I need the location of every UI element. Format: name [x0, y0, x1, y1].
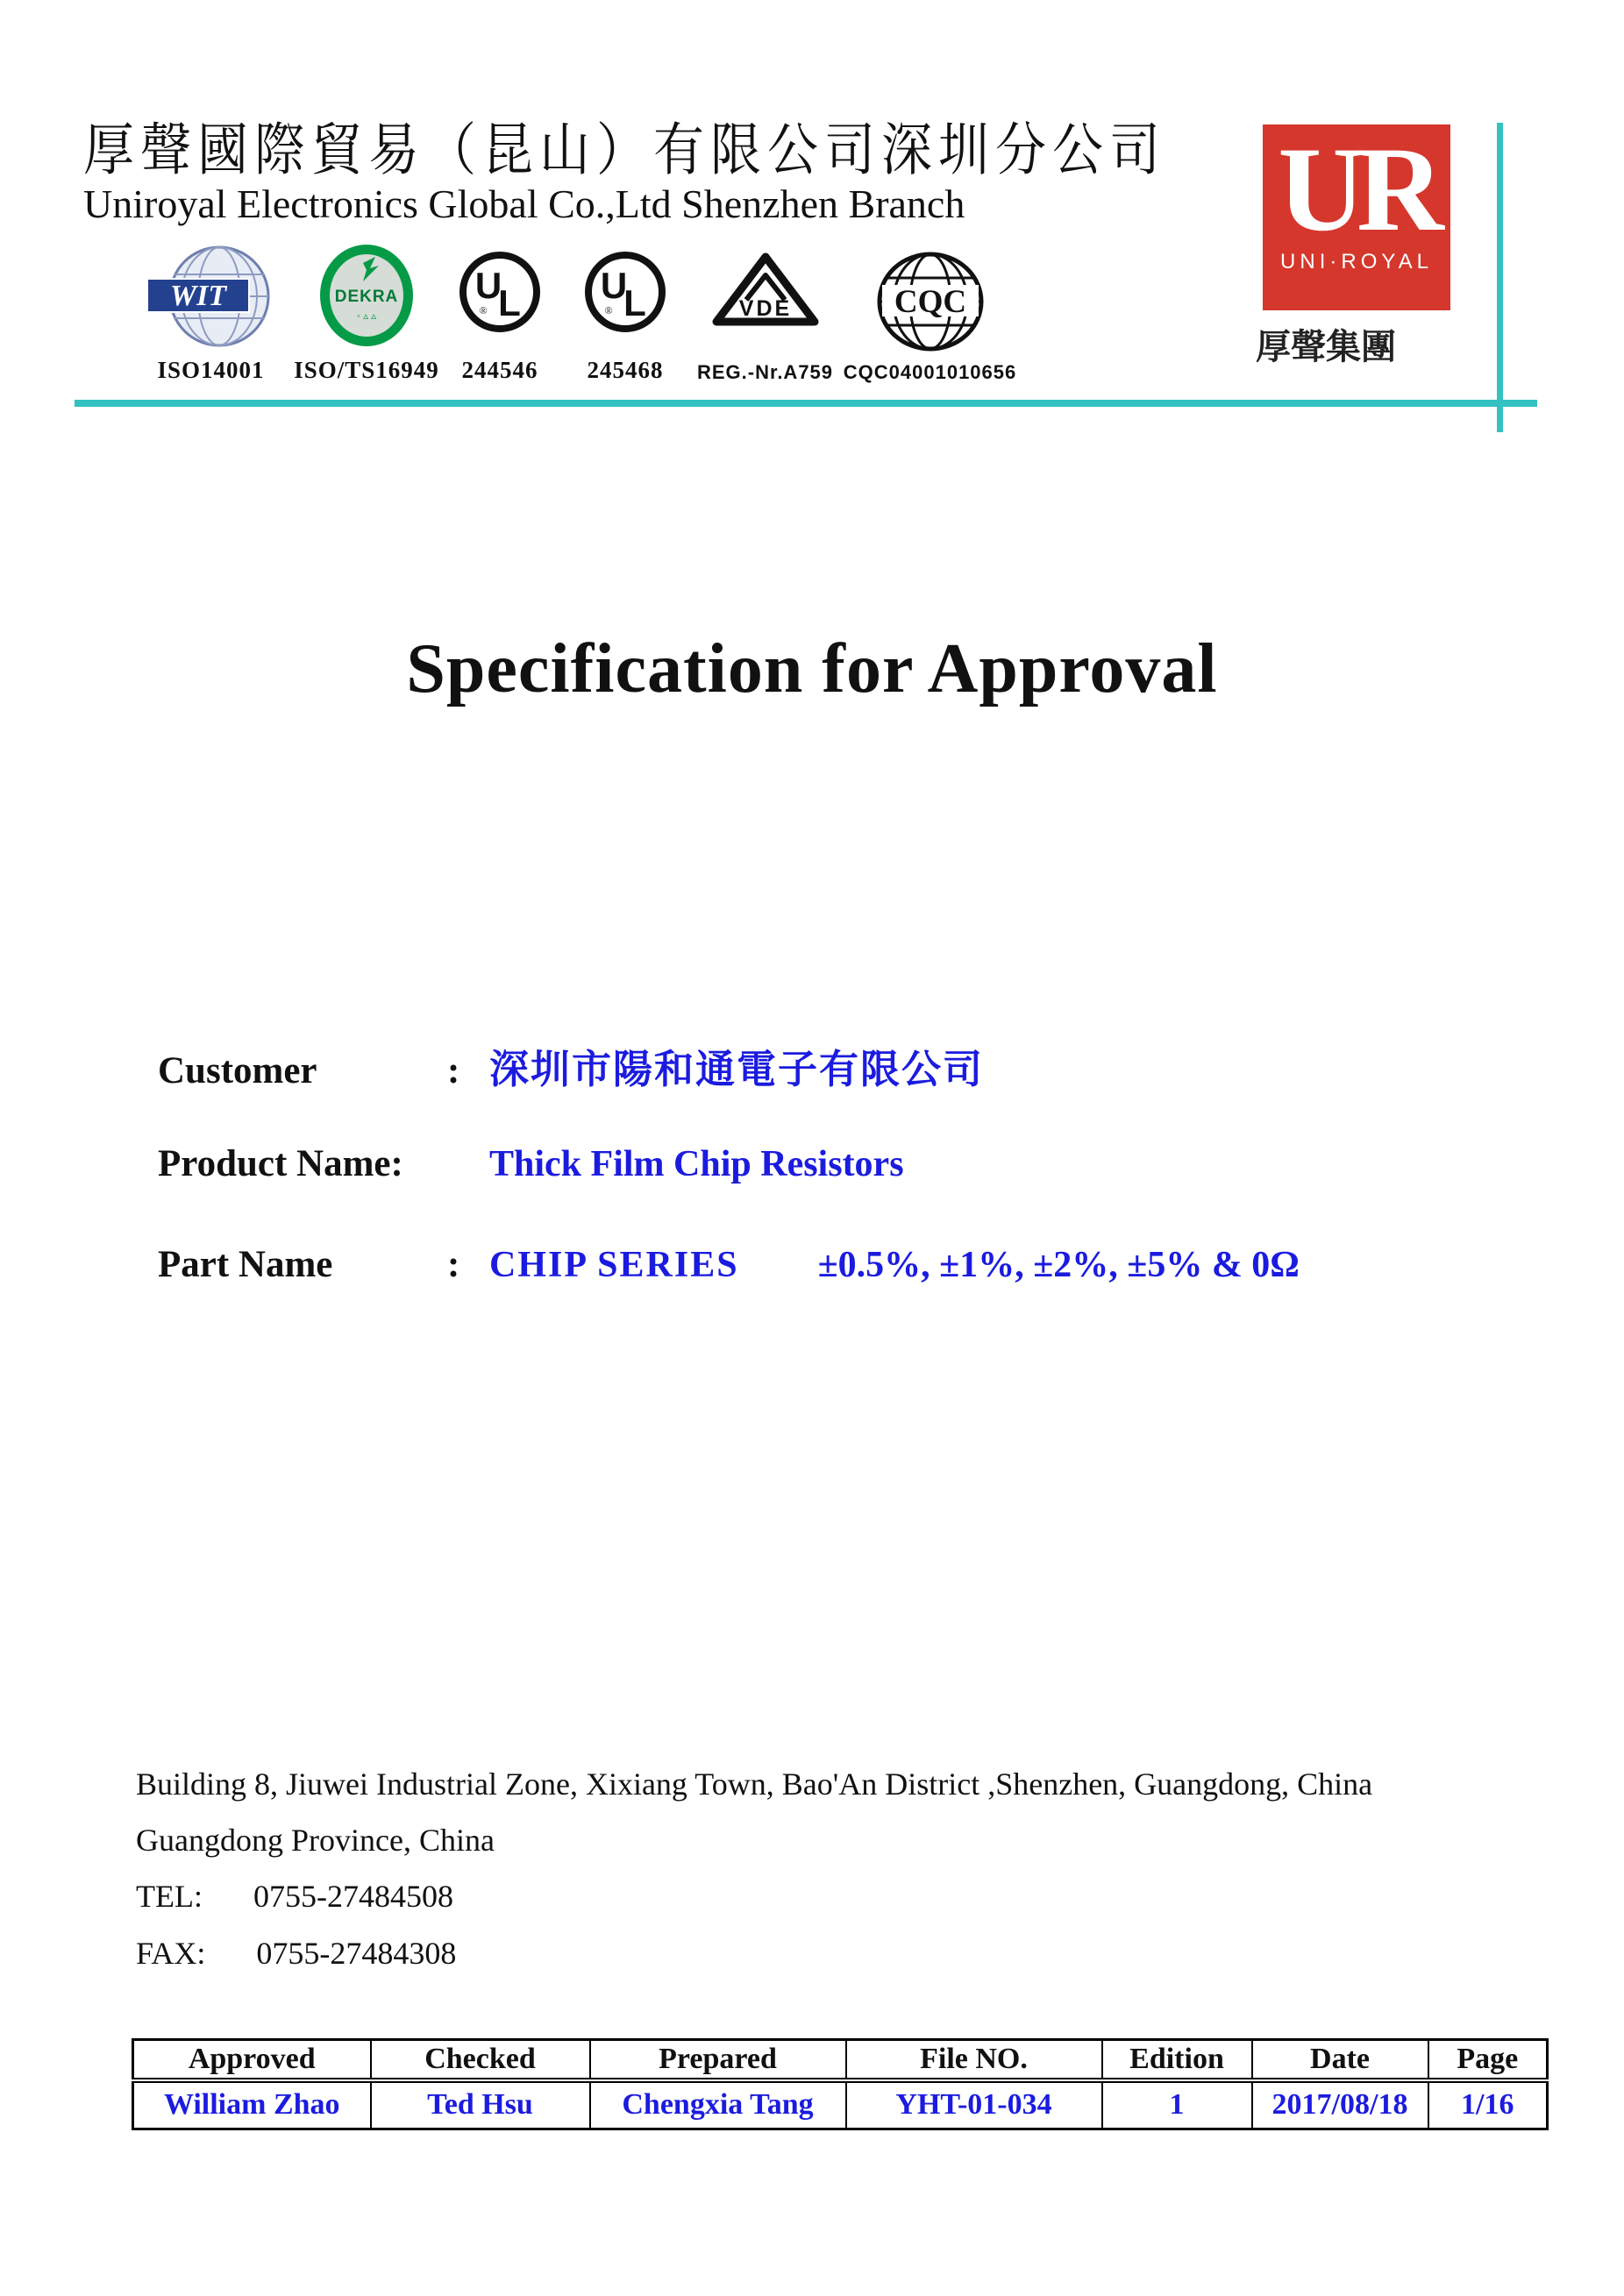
svg-text:®: ® — [604, 304, 613, 316]
uniroyal-logo — [1263, 124, 1450, 310]
part-name-series: CHIP SERIES — [489, 1245, 739, 1285]
fax-label: FAX: — [136, 1936, 206, 1971]
date-value: 2017/08/18 — [1252, 2080, 1428, 2129]
certification-label: REG.-Nr.A759 — [696, 361, 834, 383]
svg-text:CQC: CQC — [894, 284, 966, 320]
vertical-divider — [1497, 123, 1503, 432]
certification-cqc — [843, 251, 1017, 384]
ul-icon — [584, 251, 666, 338]
part-name-label: Part Name — [158, 1244, 333, 1285]
part-name-row — [158, 1243, 1300, 1286]
edition-header: Edition — [1102, 2040, 1252, 2080]
part-name-colon: : — [447, 1244, 460, 1285]
certification-label: ISO14001 — [157, 357, 265, 383]
customer-colon: : — [447, 1050, 460, 1091]
customer-value: 深圳市陽和通電子有限公司 — [489, 1048, 985, 1091]
ur-logo-name: UNI·ROYAL — [1280, 249, 1433, 274]
svg-text:L: L — [498, 282, 521, 323]
page-title: Specification for Approval — [406, 630, 1218, 707]
product-name-label: Product Name: — [158, 1143, 403, 1184]
company-name-english: Uniroyal Electronics Global Co.,Ltd Shenzhen Branch — [83, 181, 965, 226]
svg-text:◦ ▵ ▵: ◦ ▵ ▵ — [356, 309, 377, 322]
prepared-header: Prepared — [590, 2040, 846, 2080]
svg-text:WIT: WIT — [169, 280, 226, 312]
page-value: 1/16 — [1428, 2080, 1548, 2129]
dekra-icon — [317, 242, 416, 353]
customer-label: Customer — [158, 1050, 317, 1091]
telephone-line — [136, 1878, 453, 1915]
certification-iso14001 — [139, 251, 283, 384]
svg-text:U: U — [474, 265, 502, 306]
ur-logo-initials: UR — [1278, 122, 1435, 256]
cqc-globe-icon — [875, 251, 986, 357]
approval-table — [132, 2038, 1549, 2130]
company-name-chinese: 厚聲國際貿易（昆山）有限公司深圳分公司 — [83, 117, 1167, 182]
svg-text:DEKRA: DEKRA — [334, 288, 399, 306]
date-header: Date — [1252, 2040, 1428, 2080]
file-no-header: File NO. — [846, 2040, 1102, 2080]
file-no-value: YHT-01-034 — [846, 2080, 1102, 2129]
checked-value: Ted Hsu — [371, 2080, 590, 2129]
customer-row — [158, 1037, 984, 1094]
certification-vde — [693, 251, 837, 384]
horizontal-divider — [75, 400, 1537, 407]
svg-text:®: ® — [479, 304, 488, 316]
product-name-value: Thick Film Chip Resistors — [489, 1144, 904, 1184]
fax-value: 0755-27484308 — [256, 1936, 457, 1971]
checked-header: Checked — [371, 2040, 590, 2080]
address-line-1: Building 8, Jiuwei Industrial Zone, Xixiang Town, Bao'An District ,Shenzhen, Guangdong, China — [136, 1766, 1373, 1802]
part-name-tolerance: ±0.5%, ±1%, ±2%, ±5% & 0Ω — [817, 1245, 1300, 1285]
certification-ul-245468 — [568, 251, 682, 384]
svg-text:L: L — [623, 282, 646, 323]
certification-ts16949 — [296, 251, 437, 384]
approval-header-row — [133, 2040, 1548, 2080]
approval-value-row — [133, 2080, 1548, 2129]
certification-label: ISO/TS16949 — [294, 357, 439, 383]
page-header: Page — [1428, 2040, 1548, 2080]
wit-globe-icon — [146, 244, 277, 353]
product-name-row — [158, 1142, 904, 1185]
certification-ul-244546 — [443, 251, 557, 384]
svg-text:VDE: VDE — [738, 296, 792, 321]
certification-label: CQC04001010656 — [843, 361, 1017, 383]
certification-label: 245468 — [587, 357, 664, 383]
tel-value: 0755-27484508 — [253, 1879, 453, 1914]
approved-header: Approved — [133, 2040, 371, 2080]
ul-icon — [459, 251, 541, 338]
approved-value: William Zhao — [133, 2080, 371, 2129]
ur-group-chinese: 厚聲集團 — [1256, 327, 1396, 366]
vde-triangle-icon — [709, 251, 822, 332]
certification-label: 244546 — [461, 357, 538, 383]
prepared-value: Chengxia Tang — [590, 2080, 846, 2129]
address-line-2: Guangdong Province, China — [136, 1823, 495, 1858]
fax-line — [136, 1935, 456, 1972]
tel-label: TEL: — [136, 1879, 203, 1914]
edition-value: 1 — [1102, 2080, 1252, 2129]
svg-text:U: U — [600, 265, 628, 306]
